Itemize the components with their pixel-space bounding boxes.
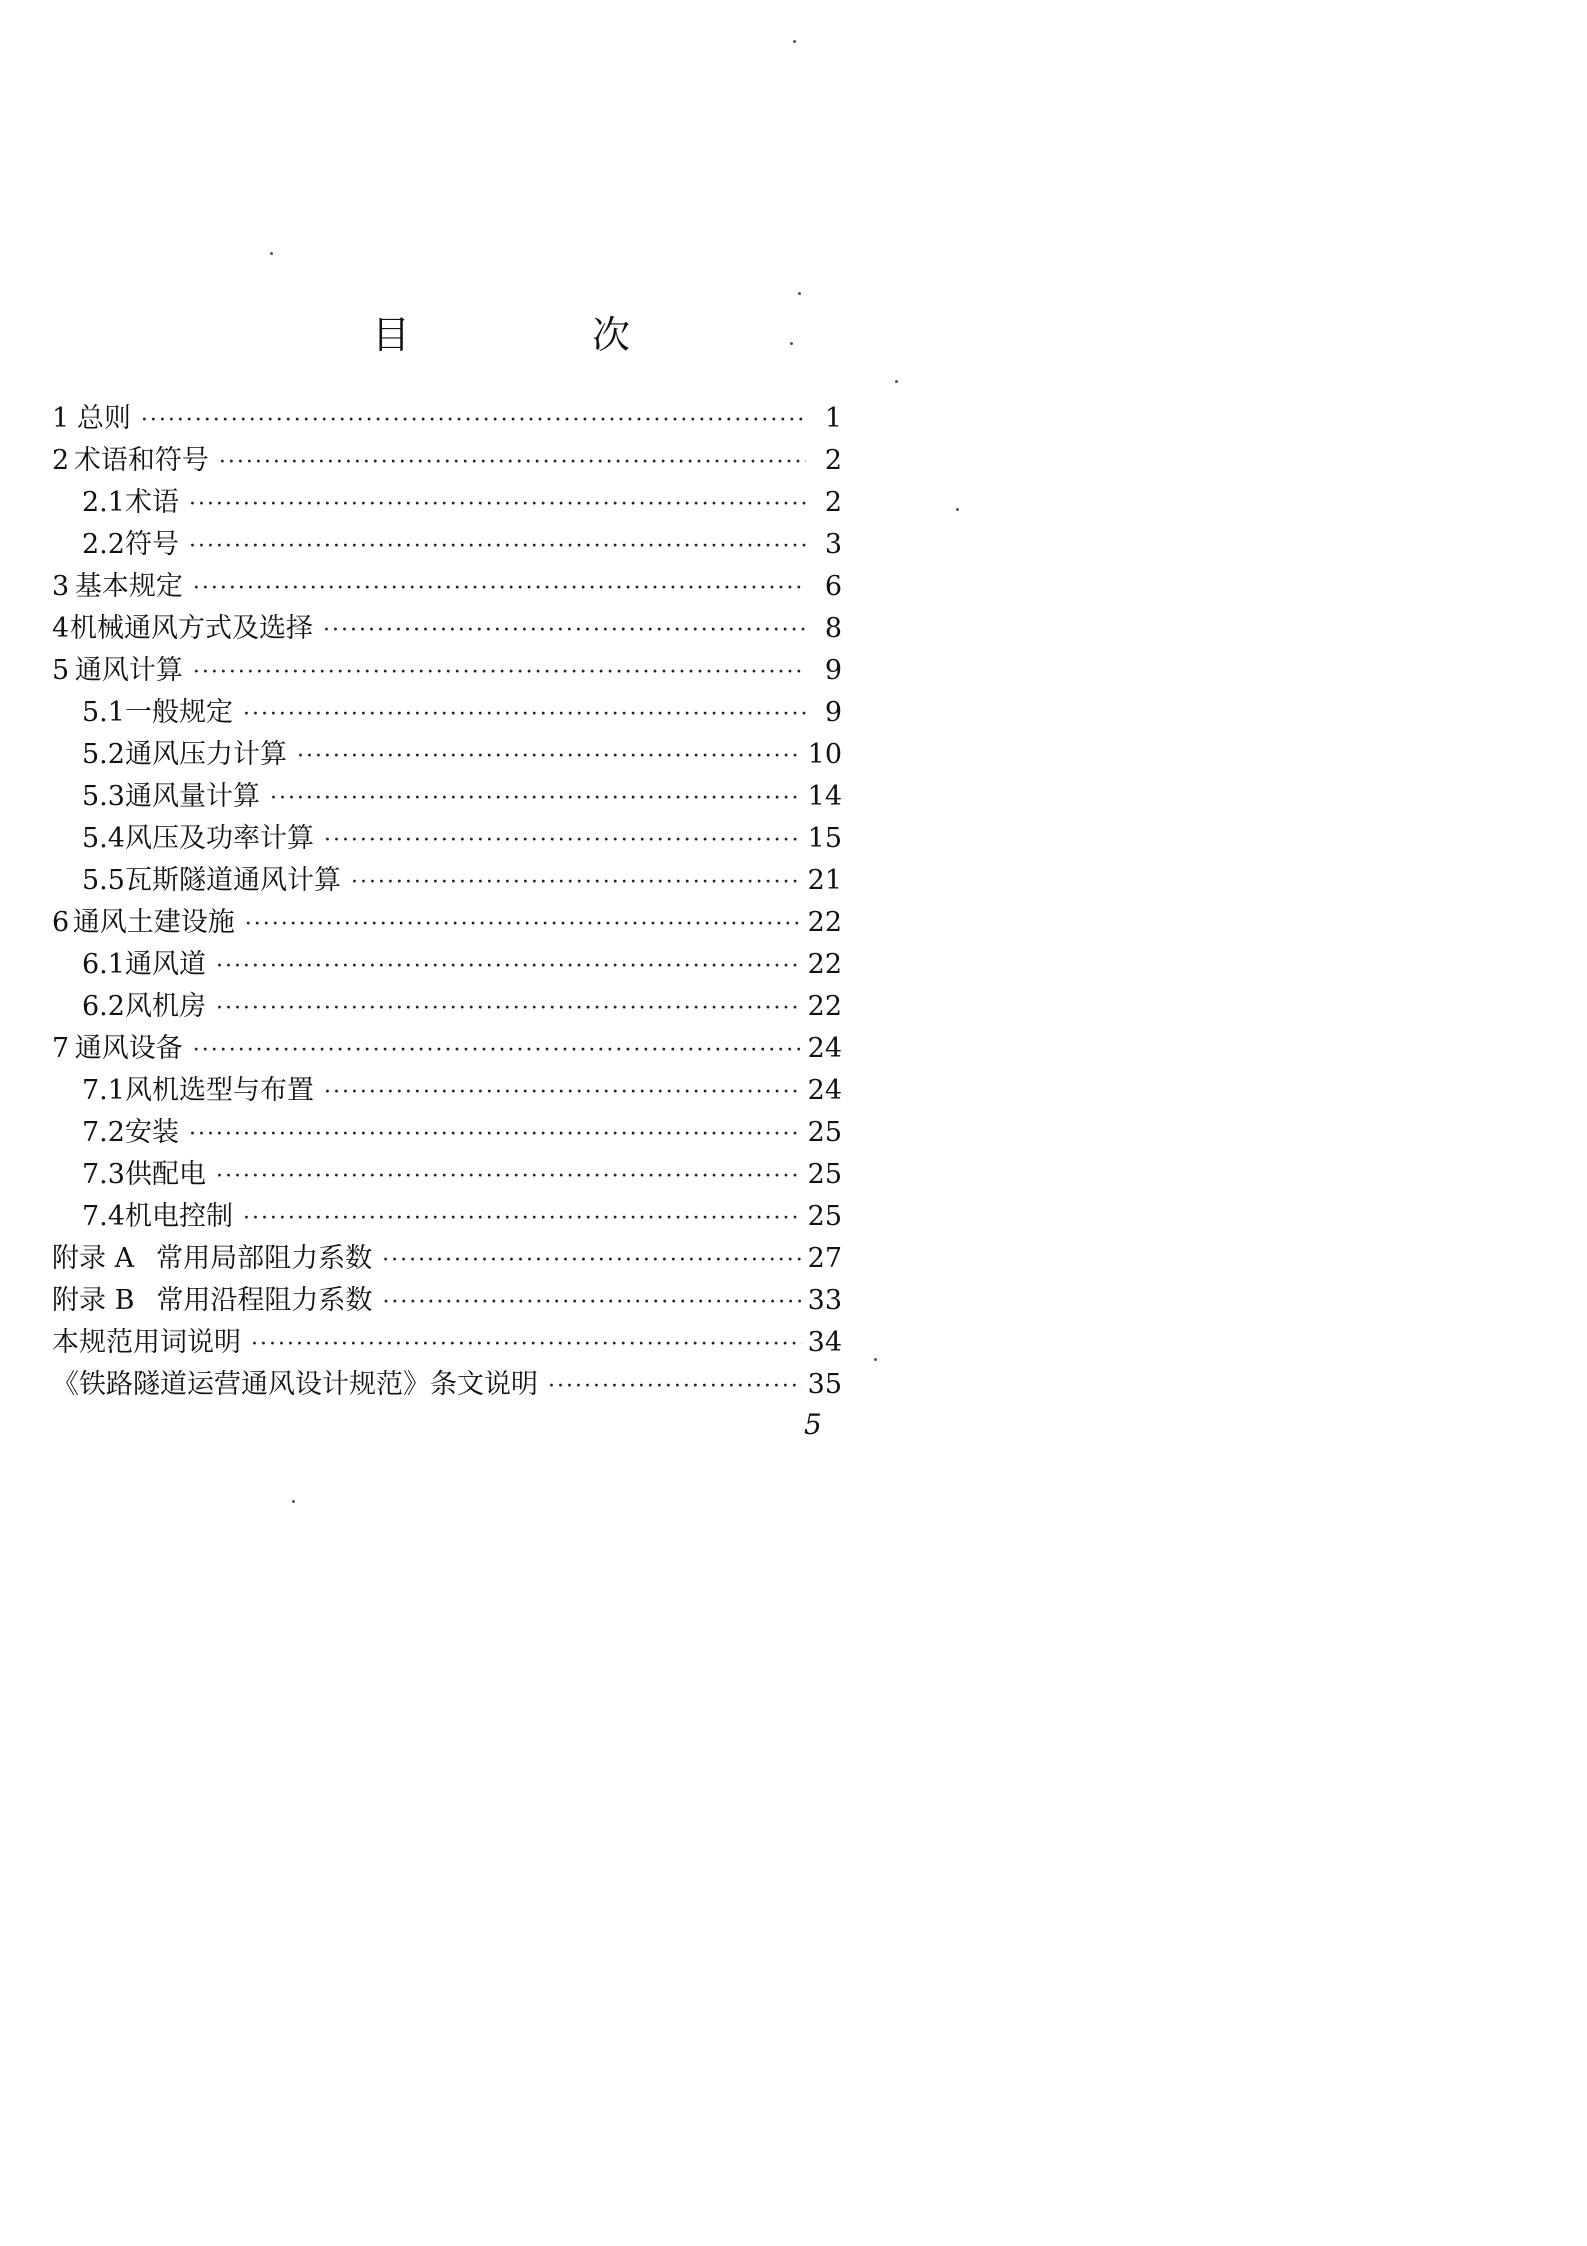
- toc-dot-leader: [193, 660, 806, 685]
- toc-entry-page: 2: [824, 445, 842, 476]
- toc-entry-number: 2.1: [82, 487, 125, 518]
- toc-entry-page: 8: [824, 613, 842, 644]
- scan-speck: [790, 342, 793, 345]
- toc-entry-page: 33: [807, 1285, 842, 1316]
- toc-entry-number: 5.1: [82, 697, 125, 728]
- toc-entry-label: 通风设备: [74, 1033, 183, 1064]
- toc-entry-label: 通风道: [124, 949, 206, 980]
- toc-entry: [52, 1110, 842, 1152]
- toc-dot-leader: [216, 954, 802, 979]
- toc-entry: [52, 732, 842, 774]
- toc-entry-page: 9: [824, 697, 842, 728]
- toc-entry: [52, 1152, 842, 1194]
- toc-dot-leader: [141, 408, 806, 433]
- toc-entry-label: 总则: [76, 403, 131, 434]
- toc-entry: [52, 690, 842, 732]
- toc-entry: [52, 648, 842, 690]
- toc-entry: [52, 858, 842, 900]
- scan-speck: [793, 40, 796, 43]
- toc-entry-label: 《铁路隧道运营通风设计规范》条文说明: [52, 1369, 538, 1400]
- toc-entry-page: 21: [807, 865, 842, 896]
- toc-entry-label: 通风计算: [74, 655, 183, 686]
- toc-entry-number: 6: [52, 907, 70, 938]
- toc-entry-label: 常用局部阻力系数: [156, 1243, 373, 1274]
- toc-entry-page: 25: [807, 1117, 842, 1148]
- toc-entry-page: 1: [824, 403, 842, 434]
- toc-entry-label: 通风量计算: [124, 781, 260, 812]
- toc-entry: [52, 1320, 842, 1362]
- toc-dot-leader: [324, 1080, 802, 1105]
- scan-speck: [292, 1500, 295, 1503]
- toc-entry-page: 25: [807, 1201, 842, 1232]
- scan-speck: [874, 1358, 877, 1361]
- toc-dot-leader: [382, 1290, 801, 1315]
- toc-dot-leader: [297, 744, 802, 769]
- toc-dot-leader: [351, 870, 802, 895]
- toc-dot-leader: [382, 1248, 802, 1273]
- toc-dot-leader: [189, 492, 806, 517]
- toc-entry: [52, 1068, 842, 1110]
- toc-entry-page: 22: [807, 949, 842, 980]
- toc-entry-number: 5: [52, 655, 70, 686]
- toc-entry-number: 7.3: [82, 1159, 125, 1190]
- toc-entry: [52, 1026, 842, 1068]
- toc-entry-number: 7.2: [82, 1117, 125, 1148]
- toc-entry: [52, 984, 842, 1026]
- toc-entry-page: 24: [807, 1033, 842, 1064]
- toc-dot-leader: [243, 1206, 802, 1231]
- scan-speck: [956, 508, 959, 511]
- toc-entry-label: 机电控制: [124, 1201, 233, 1232]
- scan-speck: [895, 380, 898, 383]
- toc-entry-page: 34: [807, 1327, 842, 1358]
- toc-entry-number: 附录 B: [52, 1285, 135, 1316]
- toc-entry-page: 22: [807, 991, 842, 1022]
- scan-speck: [798, 292, 801, 295]
- toc-entry-number: 3: [52, 571, 70, 602]
- toc-entry-label: 通风土建设施: [72, 907, 235, 938]
- toc-entry-number: 2: [52, 445, 70, 476]
- toc-dot-leader: [270, 786, 802, 811]
- toc-entry-label: 供配电: [124, 1159, 206, 1190]
- toc-dot-leader: [243, 702, 806, 727]
- toc-entry-label: 符号: [124, 529, 179, 560]
- toc-entry-label: 风机选型与布置: [124, 1075, 314, 1106]
- toc-entry-number: 4: [52, 613, 70, 644]
- toc-entry-page: 15: [807, 823, 842, 854]
- toc-entry-page: 35: [807, 1369, 842, 1400]
- toc-dot-leader: [548, 1374, 802, 1399]
- toc-entry-number: 7.4: [82, 1201, 125, 1232]
- toc-entry-page: 24: [807, 1075, 842, 1106]
- toc-entry: [52, 606, 842, 648]
- toc-entry: [52, 480, 842, 522]
- toc-entry: [52, 1194, 842, 1236]
- toc-entry-page: 27: [807, 1243, 842, 1274]
- toc-entry: [52, 396, 842, 438]
- toc-dot-leader: [193, 1038, 802, 1063]
- toc-entry-number: 5.4: [82, 823, 125, 854]
- toc-entry-label: 瓦斯隧道通风计算: [124, 865, 341, 896]
- toc-entry-label: 术语: [124, 487, 179, 518]
- toc-entry: [52, 1362, 842, 1404]
- toc-entry-label: 机械通风方式及选择: [70, 613, 314, 644]
- toc-entry: [52, 1278, 842, 1320]
- toc-entry-page: 14: [807, 781, 842, 812]
- toc-dot-leader: [323, 618, 806, 643]
- toc-dot-leader: [189, 534, 806, 559]
- toc-entry: [52, 774, 842, 816]
- toc-entry: [52, 900, 842, 942]
- toc-entry-page: 3: [824, 529, 842, 560]
- table-of-contents: [52, 396, 842, 1404]
- toc-entry-label: 一般规定: [124, 697, 233, 728]
- toc-dot-leader: [216, 996, 802, 1021]
- page-number: 5: [804, 1408, 822, 1441]
- toc-entry: [52, 816, 842, 858]
- toc-entry-page: 25: [807, 1159, 842, 1190]
- toc-entry-page: 6: [824, 571, 842, 602]
- toc-dot-leader: [193, 576, 806, 601]
- toc-entry-number: 7: [52, 1033, 70, 1064]
- toc-entry: [52, 438, 842, 480]
- toc-entry-number: 6.1: [82, 949, 125, 980]
- toc-entry-number: 6.2: [82, 991, 125, 1022]
- toc-entry-page: 10: [807, 739, 842, 770]
- toc-dot-leader: [189, 1122, 802, 1147]
- toc-dot-leader: [324, 828, 802, 853]
- toc-entry-number: 5.3: [82, 781, 125, 812]
- toc-entry-number: 2.2: [82, 529, 125, 560]
- toc-entry-label: 通风压力计算: [124, 739, 287, 770]
- toc-dot-leader: [219, 450, 806, 475]
- toc-entry-label: 术语和符号: [73, 445, 209, 476]
- toc-entry-number: 5.5: [82, 865, 125, 896]
- toc-entry-number: 5.2: [82, 739, 125, 770]
- toc-entry: [52, 942, 842, 984]
- toc-dot-leader: [245, 912, 802, 937]
- toc-entry-page: 2: [824, 487, 842, 518]
- toc-dot-leader: [251, 1332, 802, 1357]
- toc-entry-number: 1: [52, 403, 70, 434]
- toc-entry-label: 安装: [124, 1117, 179, 1148]
- toc-dot-leader: [216, 1164, 802, 1189]
- toc-entry-label: 基本规定: [74, 571, 183, 602]
- toc-entry-number: 附录 A: [52, 1243, 135, 1274]
- toc-entry-label: 风压及功率计算: [124, 823, 314, 854]
- toc-entry: [52, 1236, 842, 1278]
- toc-entry-label: 常用沿程阻力系数: [156, 1285, 373, 1316]
- toc-entry-page: 22: [807, 907, 842, 938]
- toc-title: 目 次: [372, 313, 703, 357]
- toc-entry-page: 9: [824, 655, 842, 686]
- toc-entry-label: 本规范用词说明: [52, 1327, 241, 1358]
- scan-speck: [270, 252, 273, 255]
- toc-entry: [52, 522, 842, 564]
- toc-entry-number: 7.1: [82, 1075, 125, 1106]
- toc-entry: [52, 564, 842, 606]
- toc-entry-label: 风机房: [124, 991, 206, 1022]
